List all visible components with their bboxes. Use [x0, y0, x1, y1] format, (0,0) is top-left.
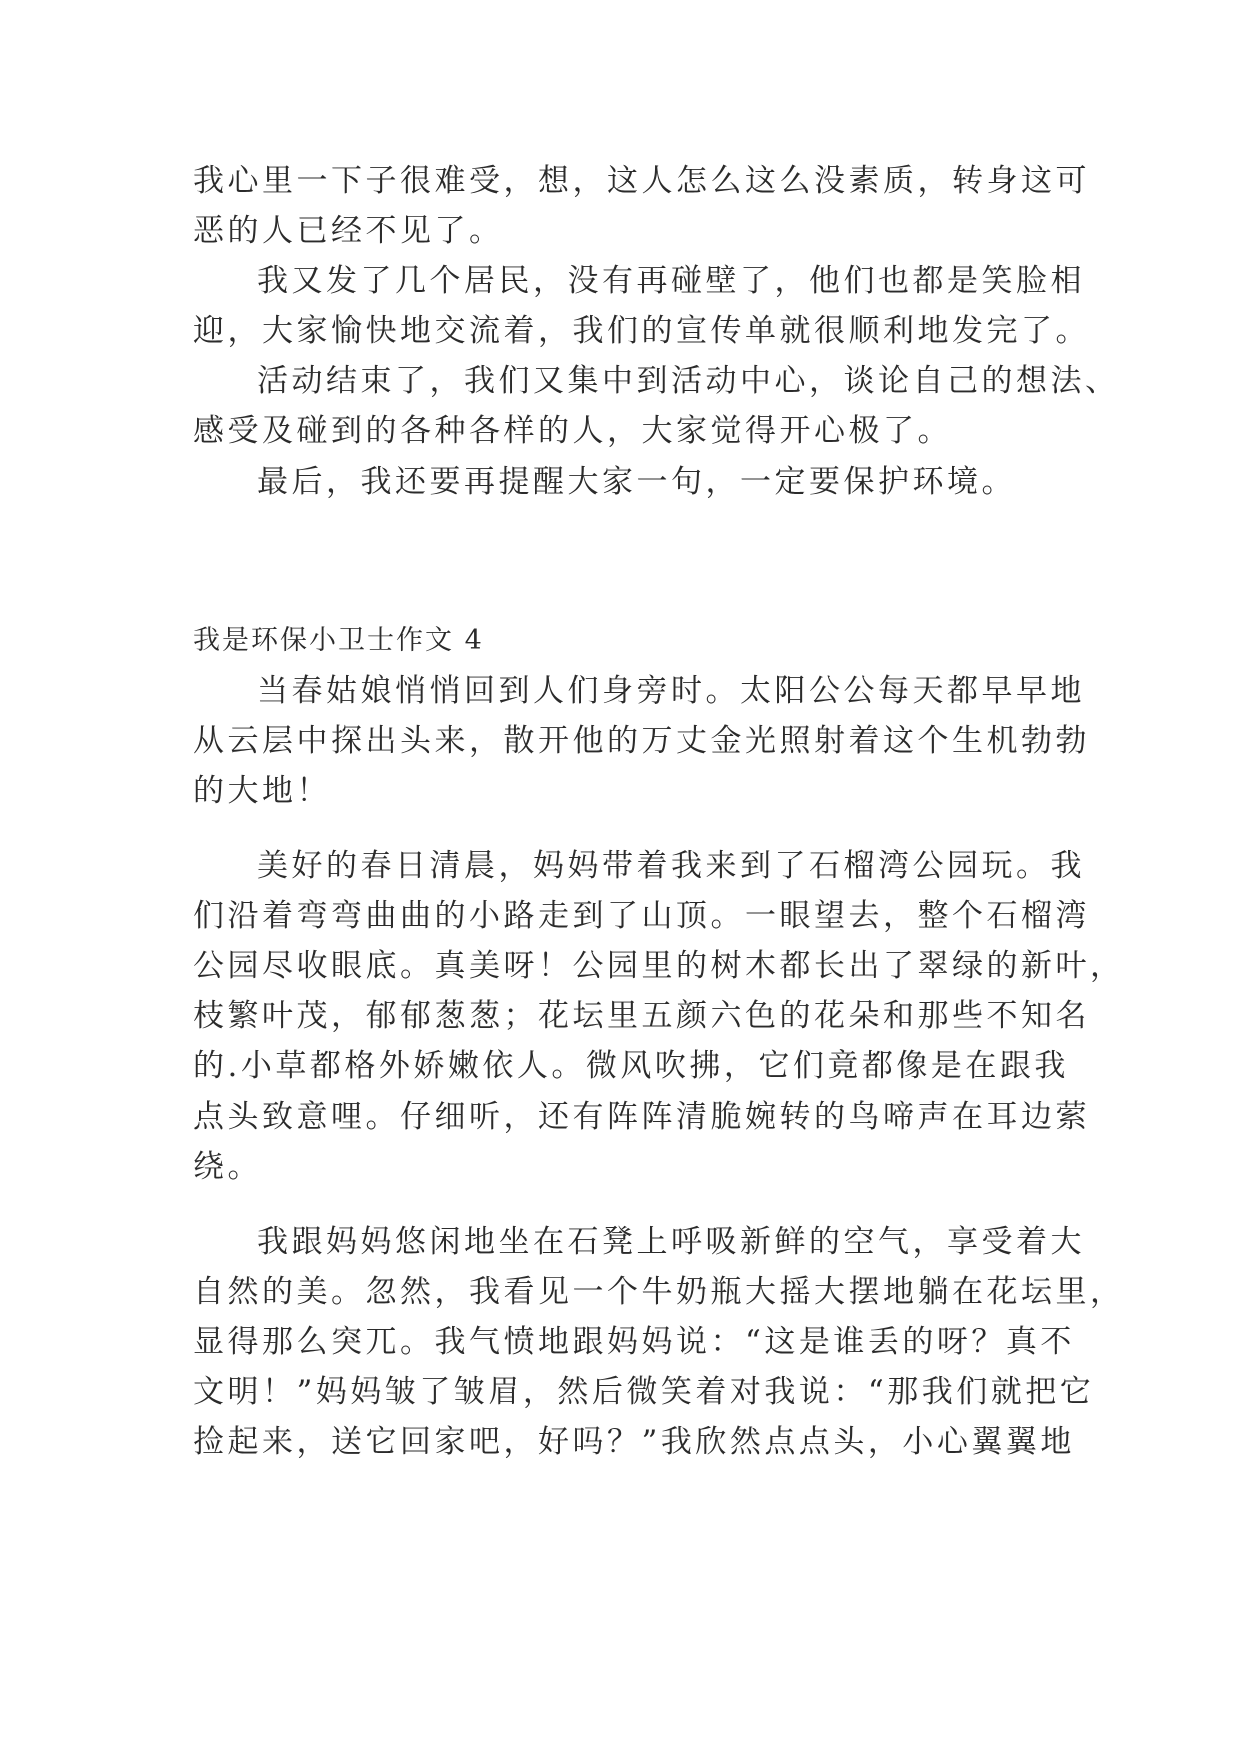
- paragraph-first-line: 当春姑娘悄悄回到人们身旁时。太阳公公每天都早早地: [257, 673, 1085, 709]
- body-line: 文明！”妈妈皱了皱眉，然后微笑着对我说：“那我们就把它: [193, 1374, 1095, 1410]
- body-line: 显得那么突兀。我气愤地跟妈妈说：“这是谁丢的呀？真不: [193, 1324, 1075, 1360]
- body-line: 点头致意哩。仔细听，还有阵阵清脆婉转的鸟啼声在耳边萦: [193, 1099, 1090, 1135]
- section-heading: 我是环保小卫士作文 4: [193, 625, 484, 656]
- paragraph-first-line: 美好的春日清晨，妈妈带着我来到了石榴湾公园玩。我: [257, 848, 1085, 884]
- body-line: 从云层中探出头来，散开他的万丈金光照射着这个生机勃勃: [193, 723, 1090, 759]
- body-line: 绕。: [193, 1149, 262, 1185]
- body-line: 枝繁叶茂，郁郁葱葱；花坛里五颜六色的花朵和那些不知名: [193, 998, 1090, 1034]
- body-line: 自然的美。忽然，我看见一个牛奶瓶大摇大摆地躺在花坛里，: [193, 1274, 1125, 1310]
- paragraph-first-line: 最后，我还要再提醒大家一句，一定要保护环境。: [257, 464, 1016, 500]
- body-line: 公园尽收眼底。真美呀！公园里的树木都长出了翠绿的新叶，: [193, 948, 1125, 984]
- paragraph-first-line: 活动结束了，我们又集中到活动中心，谈论自己的想法、: [257, 363, 1120, 399]
- body-line: 迎，大家愉快地交流着，我们的宣传单就很顺利地发完了。: [193, 313, 1090, 349]
- body-line: 我心里一下子很难受，想，这人怎么这么没素质，转身这可: [193, 163, 1090, 199]
- body-line: 的.小草都格外娇嫩依人。微风吹拂，它们竟都像是在跟我: [193, 1048, 1069, 1084]
- body-line: 恶的人已经不见了。: [193, 213, 504, 249]
- body-line: 感受及碰到的各种各样的人，大家觉得开心极了。: [193, 413, 952, 449]
- body-line: 们沿着弯弯曲曲的小路走到了山顶。一眼望去，整个石榴湾: [193, 898, 1090, 934]
- paragraph-first-line: 我又发了几个居民，没有再碰壁了，他们也都是笑脸相: [257, 263, 1085, 299]
- paragraph-first-line: 我跟妈妈悠闲地坐在石凳上呼吸新鲜的空气，享受着大: [257, 1224, 1085, 1260]
- body-line: 的大地！: [193, 773, 331, 809]
- body-line: 捡起来，送它回家吧，好吗？”我欣然点点头，小心翼翼地: [193, 1424, 1075, 1460]
